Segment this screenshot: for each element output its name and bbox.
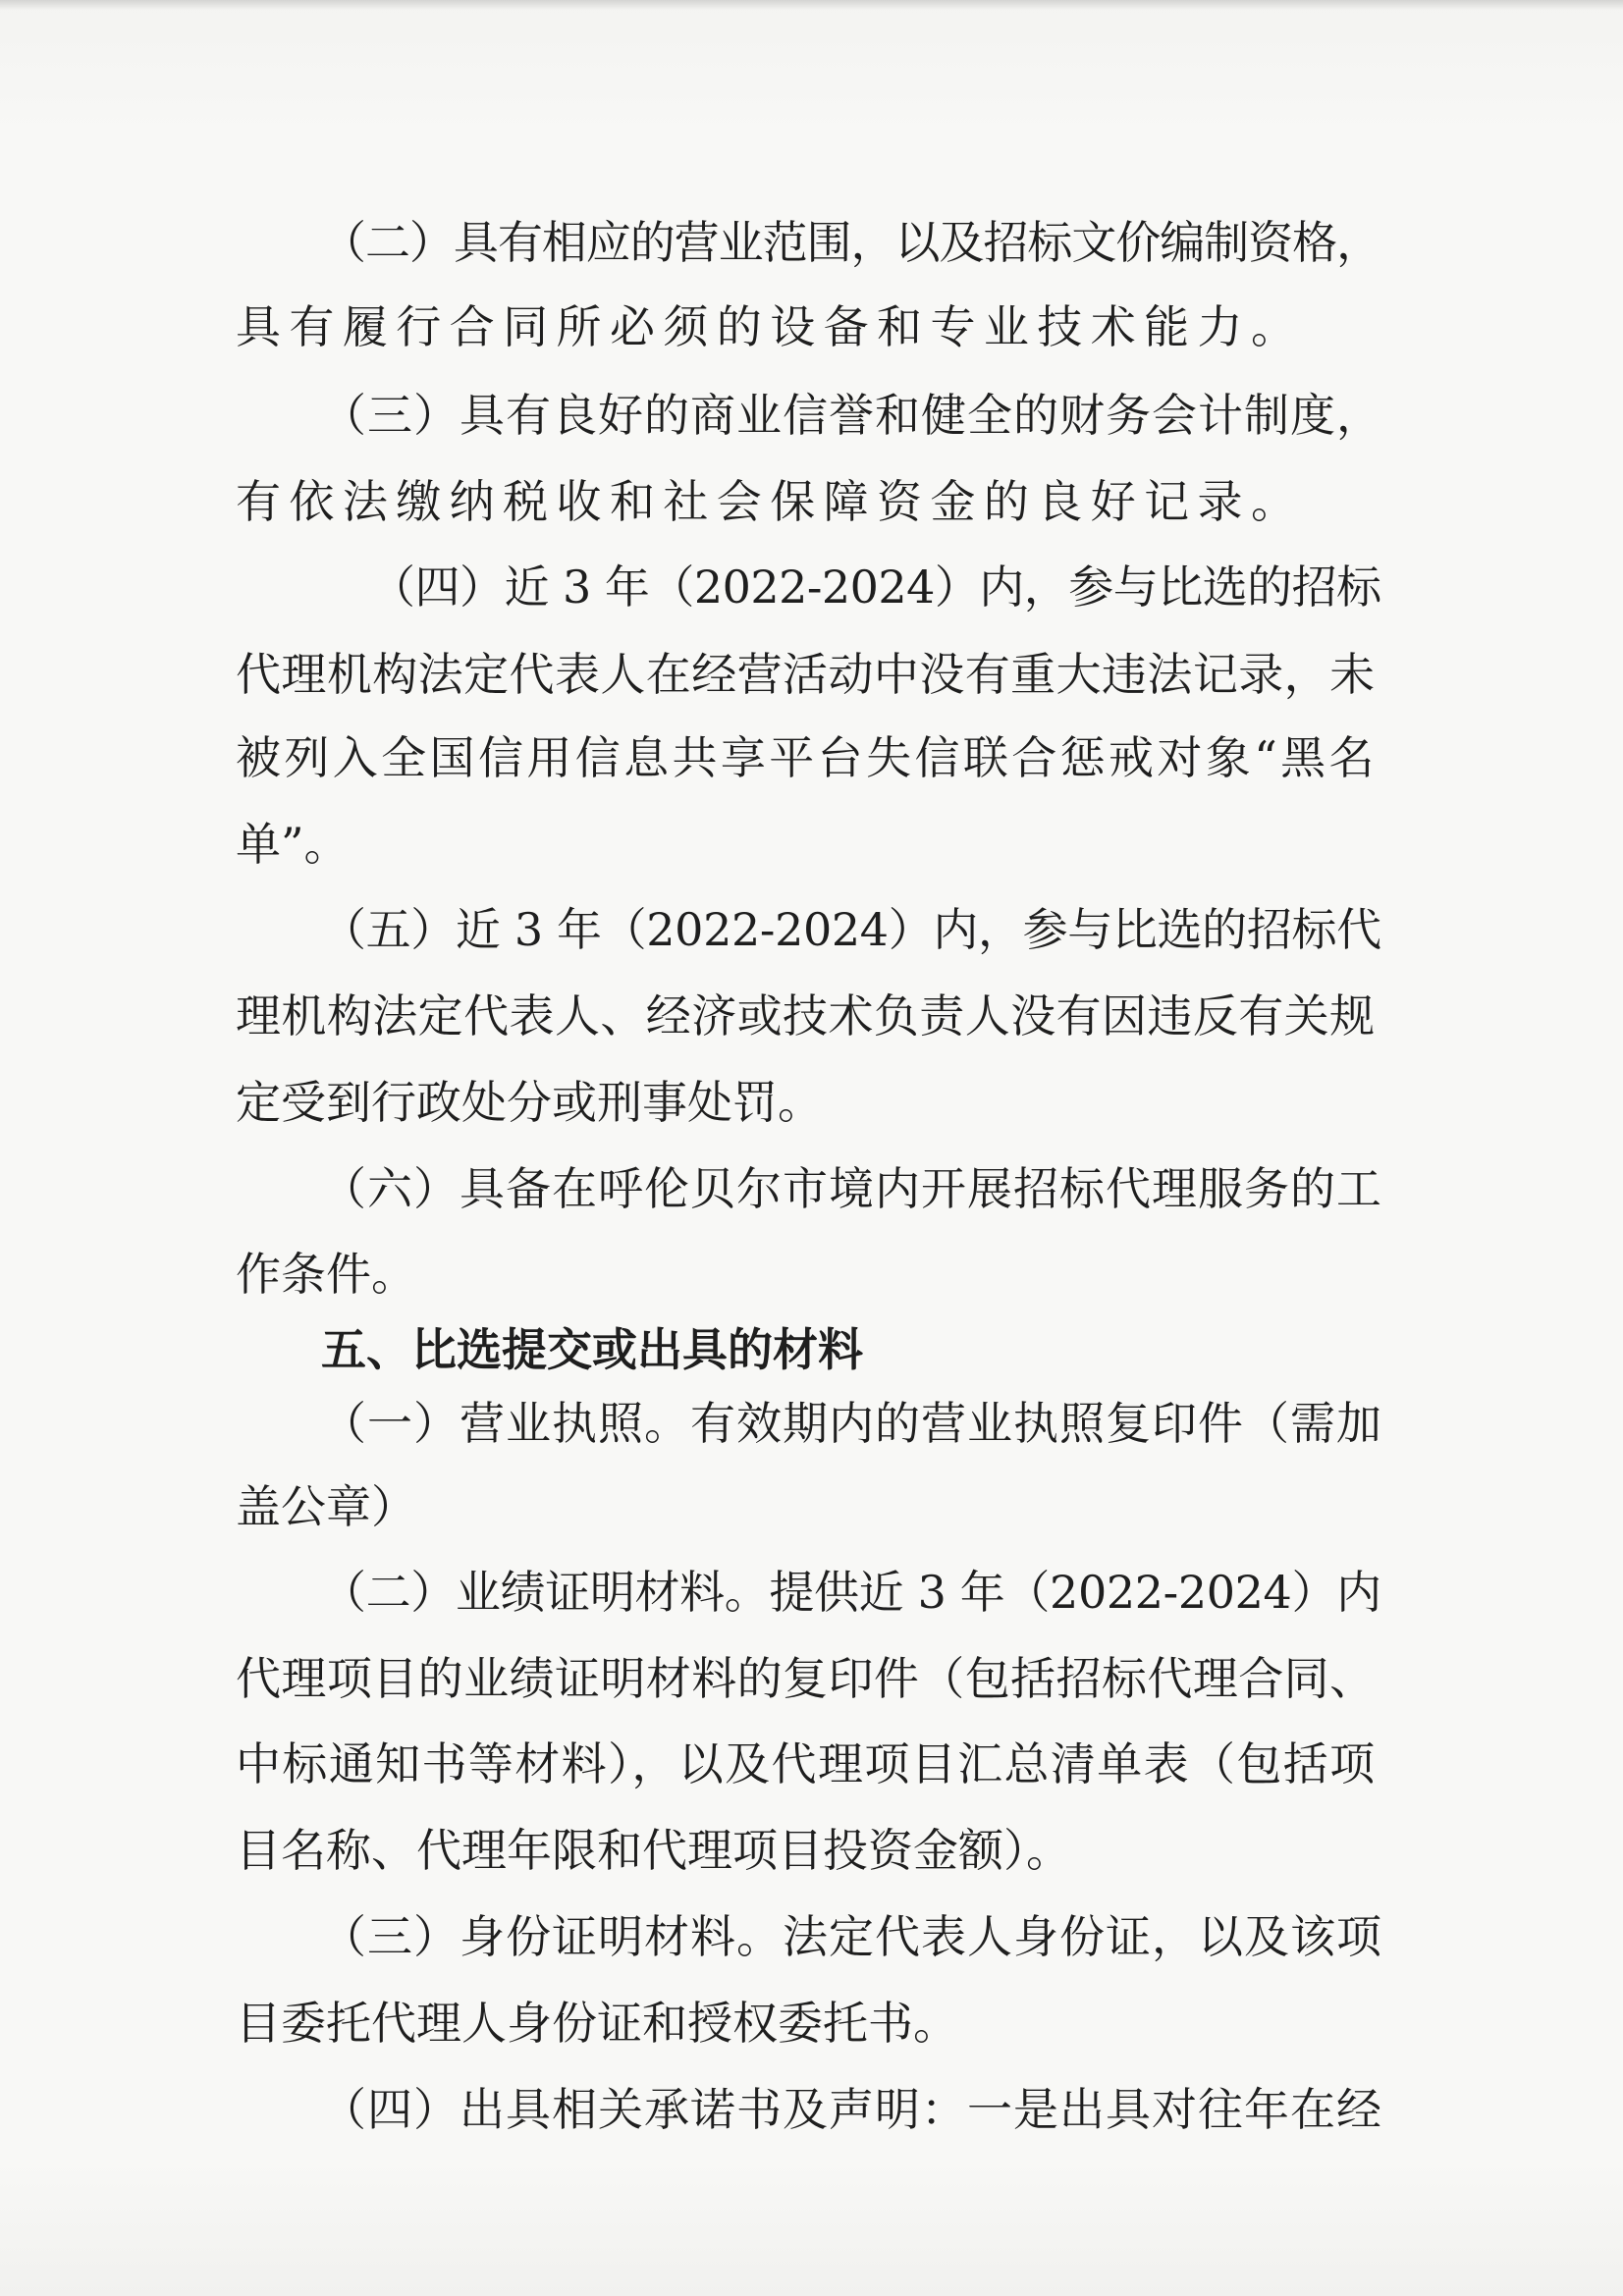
text-line: （二）具有相应的营业范围，以及招标文价编制资格， xyxy=(321,216,1381,269)
text-line: （三）身份证明材料。法定代表人身份证，以及该项 xyxy=(321,1910,1382,1963)
text-line: 具有履行合同所必须的设备和专业技术能力。 xyxy=(236,300,1305,353)
text-line: 目委托代理人身份证和授权委托书。 xyxy=(236,1997,958,2050)
section-heading: 五、比选提交或出具的材料 xyxy=(321,1323,863,1376)
text-line: 中标通知书等材料），以及代理项目汇总清单表（包括项 xyxy=(236,1737,1377,1790)
text-line: （四）近 3 年（2022-2024）内，参与比选的招标 xyxy=(370,561,1381,614)
scan-edge xyxy=(0,0,1623,10)
text-line: 有依法缴纳税收和社会保障资金的良好记录。 xyxy=(236,475,1305,528)
text-line: 作条件。 xyxy=(236,1248,416,1301)
text-line: （五）近 3 年（2022-2024）内，参与比选的招标代 xyxy=(321,903,1381,956)
text-line: （二）业绩证明材料。提供近 3 年（2022-2024）内 xyxy=(321,1566,1381,1619)
text-line: （六）具备在呼伦贝尔市境内开展招标代理服务的工 xyxy=(321,1162,1382,1215)
text-line: （一）营业执照。有效期内的营业执照复印件（需加 xyxy=(321,1397,1382,1450)
text-line: 代理机构法定代表人在经营活动中没有重大违法记录，未 xyxy=(236,648,1376,701)
text-line: 盖公章） xyxy=(236,1480,416,1533)
text-line: 被列入全国信用信息共享平台失信联合惩戒对象“黑名 xyxy=(236,731,1378,784)
text-line: （四）出具相关承诺书及声明：一是出具对往年在经 xyxy=(321,2083,1382,2136)
text-line: 单”。 xyxy=(236,818,350,871)
text-line: 定受到行政处分或刑事处罚。 xyxy=(236,1076,823,1129)
text-line: 代理项目的业绩证明材料的复印件（包括招标代理合同、 xyxy=(236,1652,1376,1705)
text-line: 目名称、代理年限和代理项目投资金额）。 xyxy=(236,1824,1071,1877)
text-line: （三）具有良好的商业信誉和健全的财务会计制度， xyxy=(321,389,1382,442)
text-line: 理机构法定代表人、经济或技术负责人没有因违反有关规 xyxy=(236,989,1376,1042)
